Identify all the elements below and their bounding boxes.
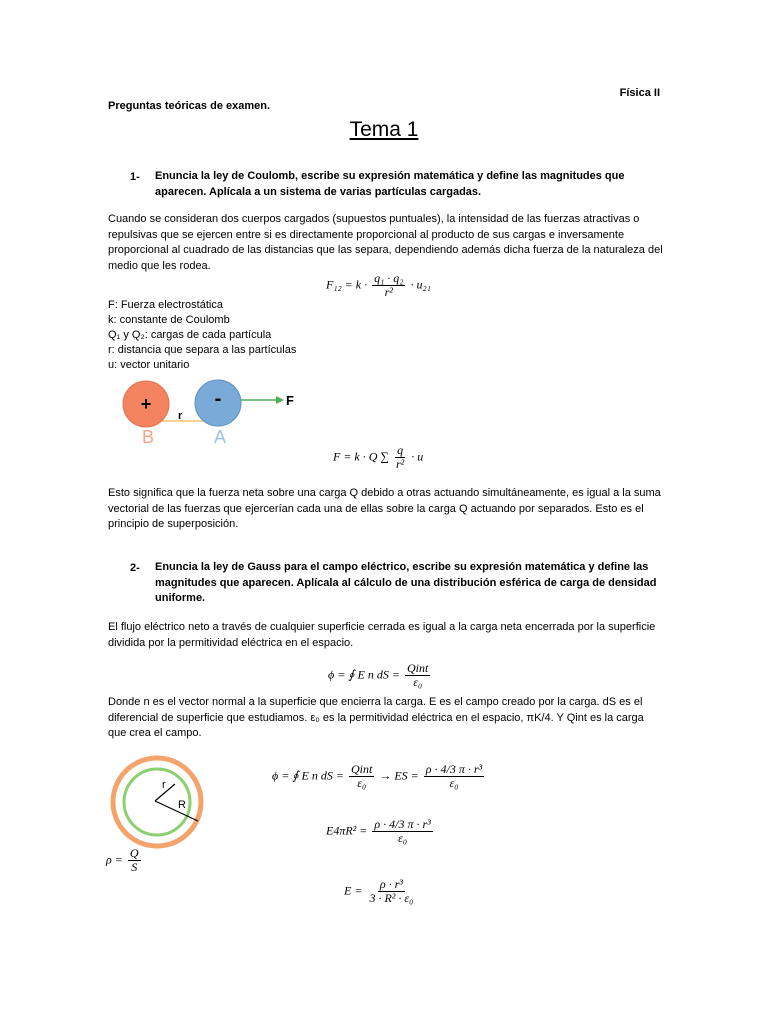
gauss-application-formula [272, 763, 486, 790]
formula-denominator: ε₀ [398, 831, 408, 845]
formula-fraction [128, 847, 141, 874]
density-formula [106, 847, 143, 874]
formula-fraction [349, 763, 374, 790]
formula-lhs: ρ = [106, 852, 123, 867]
formula-lhs: E = [344, 883, 363, 898]
charges-diagram [108, 375, 318, 450]
formula-fraction [372, 818, 432, 845]
page-title: Tema 1 [349, 118, 419, 141]
superposition-paragraph: Esto significa que la fuerza neta sobre una carga Q debido a otras actuando simultáneamente, es igual a la suma vectorial de las fuerzas que ejercerían cada una de ellas sobre la carga Q actuando por separados. Esto es el principio de superposición. [108, 487, 661, 530]
label-a: A [214, 427, 227, 447]
formula-denominator: ε₀ [413, 675, 423, 689]
formula-fraction [394, 444, 406, 471]
formula-numerator: ρ · r³ [379, 877, 403, 891]
formula-lhs: ϕ = ∮ E n dS = [328, 667, 400, 682]
formula-numerator: Qint [351, 762, 373, 776]
formula-fraction [424, 763, 484, 790]
definition-item: Q₁ y Q₂: cargas de cada partícula [108, 329, 272, 341]
definition-item: r: distancia que separa a las partículas [108, 344, 297, 356]
question-text: Enuncia la ley de Coulomb, escribe su expresión matemática y define las magnitudes que aparecen. Aplícala a un sistema de varias partículas cargadas. [155, 170, 625, 198]
coulomb-formula [326, 272, 431, 299]
formula-arrow: → ES = [379, 768, 419, 783]
formula-denominator: ε₀ [357, 776, 367, 790]
formula-lhs: F = k · Q ∑ [333, 449, 389, 464]
sphere-diagram [105, 755, 215, 850]
formula-lhs: E4πR² = [326, 823, 368, 838]
field-result-formula [344, 878, 417, 905]
definition-item: k: constante de Coulomb [108, 314, 230, 326]
radius-r-label: r [162, 779, 166, 791]
radius-R-label: R [178, 799, 186, 811]
formula-rhs: · u [411, 449, 424, 464]
plus-sign: + [140, 394, 152, 414]
question-text: Enuncia la ley de Gauss para el campo eléctrico, escribe su expresión matemática y define las magnitudes que aparecen. Aplícala al cálculo de una distribución esférica de carga de densidad uniforme. [155, 561, 657, 604]
gauss-formula [328, 662, 432, 689]
formula-fraction [405, 662, 430, 689]
gauss-definitions-paragraph: Donde n es el vector normal a la superficie que encierra la carga. E es el campo creado por la carga. dS es el diferencial de superficie que estudiamos. ε₀ es la permitividad eléctrica en el espacio, πK/4. Y Qint es la carga que crea el campo. [108, 696, 644, 739]
formula-denominator: r² [384, 285, 393, 299]
gauss-paragraph: El flujo eléctrico neto a través de cualquier superficie cerrada es igual a la carga neta encerrada por la superficie dividida por la permitividad eléctrica en el espacio. [108, 621, 656, 649]
radius-R-line [155, 801, 198, 821]
superposition-formula [333, 444, 423, 471]
definition-item: F: Fuerza electrostática [108, 299, 223, 311]
formula-denominator: 3 · R² · ε₀ [369, 891, 414, 905]
document-subtitle: Preguntas teóricas de examen. [108, 100, 271, 112]
minus-sign: - [214, 388, 222, 410]
formula-numerator: Q [129, 846, 139, 860]
formula-lhs: F₁₂ = k · [326, 277, 368, 292]
force-arrow-head [276, 396, 284, 404]
force-label: F [286, 393, 294, 408]
formula-fraction [367, 878, 415, 905]
question-number: 1- [130, 171, 140, 183]
course-label: Física II [619, 87, 660, 99]
formula-numerator: ρ · 4/3 π · r³ [425, 762, 483, 776]
formula-denominator: S [131, 860, 138, 874]
field-formula [326, 818, 435, 845]
formula-denominator: ε₀ [449, 776, 459, 790]
question-number: 2- [130, 562, 140, 574]
formula-fraction [372, 272, 405, 299]
label-b: B [142, 427, 155, 447]
formula-numerator: ρ · 4/3 π · r³ [374, 817, 431, 831]
distance-label: r [178, 410, 183, 422]
formula-numerator: Qint [407, 661, 429, 675]
formula-lhs: ϕ = ∮ E n dS = [272, 768, 344, 783]
formula-numerator: q₁ · q₂ [374, 271, 404, 285]
definition-item: u: vector unitario [108, 359, 190, 371]
formula-rhs: · u₂₁ [410, 277, 431, 292]
formula-numerator: q [397, 443, 404, 457]
coulomb-paragraph: Cuando se consideran dos cuerpos cargados (supuestos puntuales), la intensidad de las fuerzas atractivas o repulsivas que se ejercen entre si es directamente proporcional al producto de sus cargas e inversamente proporcional al cuadrado de las distancias que las separa, dependiendo además dicha fuerza de la naturaleza del medio que les rodea. [108, 213, 663, 272]
formula-denominator: r² [395, 457, 405, 471]
